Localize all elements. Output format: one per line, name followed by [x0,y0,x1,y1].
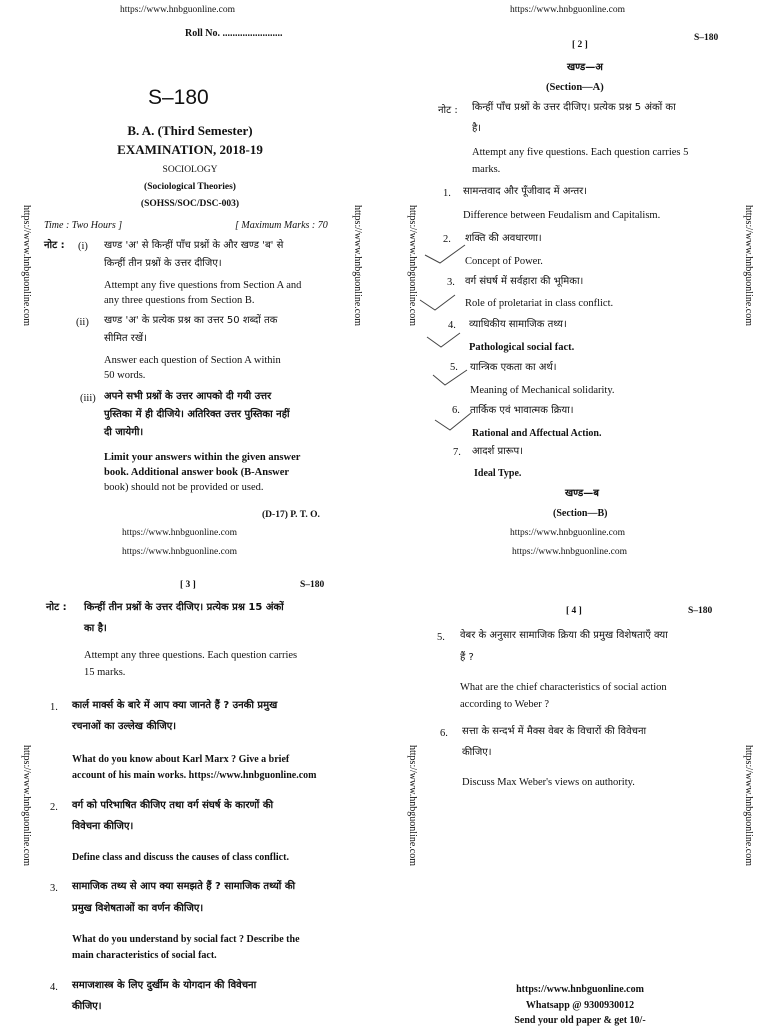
side-url: https://www.hnbguonline.com [743,205,754,327]
mid-url[interactable]: https://www.hnbguonline.com [122,528,237,538]
header-url-left[interactable]: https://www.hnbguonline.com [120,5,235,15]
question-english: Rational and Affectual Action. [472,428,602,439]
course-code: (SOHSS/SOC/DSC-003) [140,199,240,209]
page-number: [ 3 ] [180,580,196,590]
question-hindi: वेबर के अनुसार सामाजिक क्रिया की प्रमुख विशेषताएँ क्या [460,630,668,641]
question-number: 3. [447,277,455,288]
note-english: 50 words. [104,370,146,381]
question-hindi: सामाजिक तथ्य से आप क्या समझते हैं ? सामाजिक तथ्यों की [72,881,296,892]
question-hindi: आदर्श प्रारूप। [472,446,524,457]
note-english: book. Additional answer book (B-Answer [104,467,290,478]
question-hindi: समाजशास्त्र के लिए दुर्खीम के योगदान की विवेचना [72,980,257,991]
mid-url[interactable]: https://www.hnbguonline.com [122,547,237,557]
section-title-hindi: खण्ड—अ [567,62,603,73]
question-number: 3. [50,883,58,894]
note-hindi: है। [472,123,482,134]
question-english: What do you understand by social fact ? Describe the [72,934,300,945]
question-english: What do you know about Karl Marx ? Give a brief [72,754,290,765]
question-number: 4. [50,982,58,993]
mid-url[interactable]: https://www.hnbguonline.com [510,528,625,538]
question-hindi: कार्ल मार्क्स के बारे में आप क्या जानते हैं ? उनकी प्रमुख [72,700,278,711]
note-hindi: खण्ड 'अ' के प्रत्येक प्रश्न का उत्तर 50 शब्दों तक [104,315,278,326]
note-hindi: सीमित रखें। [104,333,147,344]
question-hindi: सत्ता के सन्दर्भ में मैक्स वेबर के विचारों की विवेचना [462,726,647,737]
handwritten-marks [405,225,485,445]
subject: SOCIOLOGY [162,165,218,175]
time: Time : Two Hours ] [44,220,123,231]
question-hindi: विवेचना कीजिए। [72,821,134,832]
question-english: Pathological social fact. [469,342,575,353]
question-hindi: कीजिए। [462,747,492,758]
page-number: [ 2 ] [572,40,588,50]
question-english: What are the chief characteristics of social action [460,682,667,693]
question-english: Concept of Power. [465,256,543,267]
exam-title: EXAMINATION, 2018-19 [117,142,263,157]
question-english: main characteristics of social fact. [72,950,217,961]
question-english: Ideal Type. [474,468,522,479]
max-marks: [ Maximum Marks : 70 [235,220,328,231]
note-number: (i) [78,241,88,252]
question-english: Discuss Max Weber's views on authority. [462,777,635,788]
mid-url[interactable]: https://www.hnbguonline.com [512,547,627,557]
note-english: Attempt any three questions. Each question carries [84,650,298,661]
question-english: Role of proletariat in class conflict. [465,298,614,309]
question-english: Meaning of Mechanical solidarity. [470,385,615,396]
question-number: 5. [437,632,445,643]
question-number: 6. [440,728,448,739]
side-url: https://www.hnbguonline.com [352,205,363,327]
note-hindi: किन्हीं तीन प्रश्नों के उत्तर दीजिए। प्रत्येक प्रश्न 15 अंकों [84,602,284,613]
note-english: 15 marks. [84,667,126,678]
note-hindi: किन्हीं पाँच प्रश्नों के उत्तर दीजिए। प्रत्येक प्रश्न 5 अंकों का [472,102,676,113]
question-english: according to Weber ? [460,699,550,710]
note-hindi: का है। [84,623,107,634]
paper-name: (Sociological Theories) [144,182,236,192]
header-url-right[interactable]: https://www.hnbguonline.com [510,5,625,15]
section-b-title-hindi: खण्ड—ब [565,488,599,499]
section-title: (Section—A) [546,82,604,93]
side-url: https://www.hnbguonline.com [743,745,754,867]
note-english: any three questions from Section B. [104,295,255,306]
paper-code: S–180 [688,606,713,616]
question-number: 7. [453,447,461,458]
note-label: नोट : [438,105,458,116]
note-english: Attempt any five questions. Each question carries 5 [472,147,689,158]
page-footer: (D-17) P. T. O. [262,510,320,520]
note-english: marks. [472,164,501,175]
note-label: नोट : [44,240,65,251]
note-english: Limit your answers within the given answer [104,452,301,463]
question-hindi: व्याधिकीय सामाजिक तथ्य। [469,319,567,330]
footer-url[interactable]: https://www.hnbguonline.com [516,984,644,995]
footer-whatsapp: Whatsapp @ 9300930012 [525,1000,635,1011]
question-number: 1. [50,702,58,713]
note-english: Answer each question of Section A within [104,355,281,366]
question-english: Difference between Feudalism and Capitalism. [463,210,661,221]
question-hindi: शक्ति की अवधारणा। [465,233,542,244]
side-url: https://www.hnbguonline.com [21,745,32,867]
note-label: नोट : [46,602,67,613]
note-english: Attempt any five questions from Section A and [104,280,302,291]
question-hindi: वर्ग को परिभाषित कीजिए तथा वर्ग संघर्ष के कारणों की [72,800,274,811]
note-hindi: खण्ड 'अ' से किन्हीं पाँच प्रश्नों के और खण्ड 'ब' से [104,240,284,251]
side-url: https://www.hnbguonline.com [407,745,418,867]
question-number: 5. [450,362,458,373]
question-number: 4. [448,320,456,331]
question-hindi: कीजिए। [72,1001,102,1012]
question-hindi: तार्किक एवं भावात्मक क्रिया। [470,405,574,416]
question-hindi: रचनाओं का उल्लेख कीजिए। [72,721,177,732]
note-hindi: दी जायेगी। [104,427,144,438]
question-hindi: प्रमुख विशेषताओं का वर्णन कीजिए। [72,903,204,914]
note-hindi: किन्हीं तीन प्रश्नों के उत्तर दीजिए। [104,258,222,269]
footer-offer: Send your old paper & get 10/- [514,1015,646,1026]
question-hindi: हैं ? [460,652,474,663]
side-url: https://www.hnbguonline.com [21,205,32,327]
question-number: 6. [452,405,460,416]
note-english: book) should not be provided or used. [104,482,264,493]
paper-code: S–180 [148,86,209,109]
side-url: https://www.hnbguonline.com [407,205,418,327]
note-number: (ii) [76,317,89,328]
question-number: 2. [443,234,451,245]
paper-code: S–180 [300,580,325,590]
note-hindi: अपने सभी प्रश्नों के उत्तर आपको दी गयी उत्तर [104,391,272,402]
question-hindi: यान्त्रिक एकता का अर्थ। [470,362,557,373]
degree: B. A. (Third Semester) [127,123,253,138]
question-english: account of his main works. https://www.hnbguonline.com [72,770,317,781]
paper-code: S–180 [694,33,719,43]
question-hindi: सामन्तवाद और पूँजीवाद में अन्तर। [463,186,588,197]
question-hindi: वर्ग संघर्ष में सर्वहारा की भूमिका। [465,276,584,287]
roll-no: Roll No. ........................ [185,28,283,39]
page-number: [ 4 ] [566,606,582,616]
question-number: 2. [50,802,58,813]
question-english: Define class and discuss the causes of class conflict. [72,852,289,863]
question-number: 1. [443,188,451,199]
section-b-title: (Section—B) [553,508,608,519]
note-hindi: पुस्तिका में ही दीजिये। अतिरिक्त उत्तर पुस्तिका नहीं [104,409,290,420]
note-number: (iii) [80,393,96,404]
